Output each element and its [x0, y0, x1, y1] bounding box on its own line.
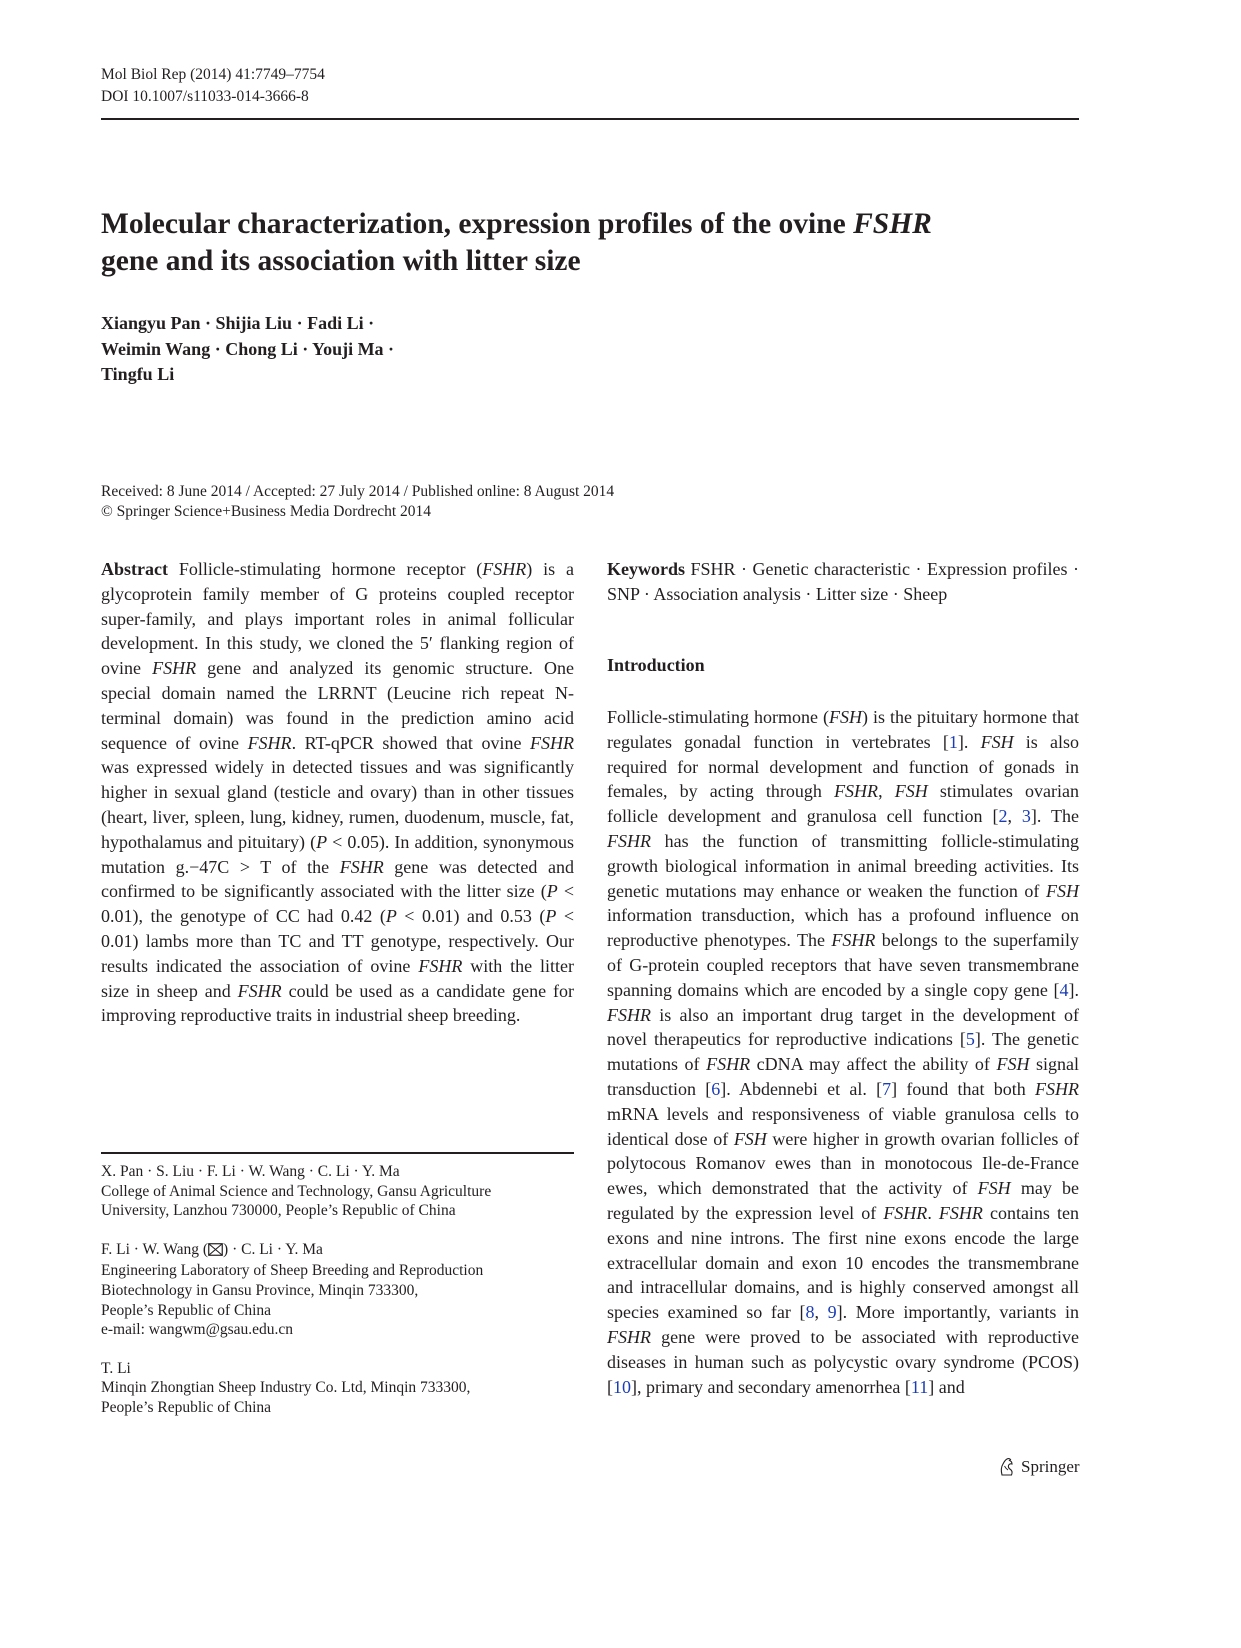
doi: DOI 10.1007/s11033-014-3666-8 — [101, 88, 309, 105]
corresponding-email[interactable]: e-mail: wangwm@gsau.edu.cn — [101, 1321, 294, 1339]
journal-citation: Mol Biol Rep (2014) 41:7749–7754 — [101, 66, 325, 83]
affiliations — [101, 1162, 574, 1437]
footnote-rule — [101, 1152, 574, 1154]
affiliation-1: X. Pan · S. Liu · F. Li · W. Wang · C. Li · Y. Ma College of Animal Science and Technology, Gansu Agriculture University, Lanzhou 730000, People’s Republic of China — [101, 1163, 492, 1220]
keywords: Keywords FSHR · Genetic characteristic · Expression profiles · SNP · Association analysis · Litter size · Sheep — [607, 559, 1079, 604]
affiliation-3: T. Li Minqin Zhongtian Sheep Industry Co. Ltd, Minqin 733300, People’s Republic of China — [101, 1359, 471, 1416]
ref-link-8[interactable]: 8 — [805, 1302, 815, 1323]
ref-link-6[interactable]: 6 — [711, 1078, 721, 1099]
ref-link-2[interactable]: 2 — [998, 806, 1008, 827]
affiliation-2: F. Li · W. Wang ( ) · C. Li · Y. Ma Engineering Laboratory of Sheep Breeding and Reproduction Biotechnology in Gansu Province, Minqin 733300, People’s Republic of China e-mail: wangwm@gsau.edu.cn — [101, 1240, 574, 1340]
ref-link-11[interactable]: 11 — [910, 1376, 929, 1397]
springer-logo — [998, 1457, 1080, 1477]
abstract-heading: Abstract — [101, 559, 168, 579]
ref-link-3[interactable]: 3 — [1021, 806, 1031, 827]
publication-dates: Received: 8 June 2014 / Accepted: 27 July 2014 / Published online: 8 August 2014 © Springer Science+Business Media Dordrecht 2014 — [101, 482, 901, 522]
copyright: © Springer Science+Business Media Dordrecht 2014 — [101, 503, 432, 520]
ref-link-10[interactable]: 10 — [613, 1376, 631, 1397]
publisher-name: Springer — [1021, 1457, 1080, 1476]
introduction-text: Follicle-stimulating hormone (FSH) is the pituitary hormone that regulates gonadal function in vertebrates [1]. FSH is also required for normal development and function of gonads in females, by acting through FSHR, FSH stimulates ovarian follicle development and granulosa cell function [2, 3]. The FSHR has the function of transmitting follicle-stimulating growth biological information in animal breeding activities. Its genetic mutations may enhance or weaken the function of FSH information transduction, which has a profound influence on reproductive phenotypes. The FSHR belongs to the superfamily of G-protein coupled receptors that have seven transmembrane spanning domains which are encoded by a single copy gene [4]. FSHR is also an important drug target in the development of novel therapeutics for reproductive indications [5]. The genetic mutations of FSHR cDNA may affect the ability of FSH signal transduction [6]. Abdennebi et al. [7] found that both FSHR mRNA levels and responsiveness of viable granulosa cells to identical dose of FSH were higher in growth ovarian follicles of polytocous Romanov ewes than in monotocous Ile-de-France ewes, which demonstrated that the activity of FSH may be regulated by the expression level of FSHR. FSHR contains ten exons and nine introns. The first nine exons encode the large extracellular domain and exon 10 encodes the transmembrane and intracellular domains, and is highly conserved amongst all species examined so far [8, 9]. More importantly, variants in FSHR gene were proved to be associated with reproductive diseases in human such as polycystic ovary syndrome (PCOS) [10], primary and secondary amenorrhea [11] and — [607, 707, 1080, 1397]
springer-horse-icon — [998, 1457, 1016, 1477]
ref-link-7[interactable]: 7 — [882, 1078, 892, 1099]
introduction-heading: Introduction — [607, 655, 705, 675]
author-list: Xiangyu Pan · Shijia Liu · Fadi Li · Weimin Wang · Chong Li · Youji Ma · Tingfu Li — [101, 313, 395, 384]
ref-link-9[interactable]: 9 — [827, 1302, 837, 1323]
envelope-icon[interactable] — [208, 1242, 223, 1262]
ref-link-1[interactable]: 1 — [948, 731, 958, 752]
ref-link-4[interactable]: 4 — [1059, 979, 1069, 1000]
header-rule — [101, 118, 1079, 120]
ref-link-5[interactable]: 5 — [965, 1029, 975, 1050]
article-title: Molecular characterization, expression profiles of the ovine FSHR gene and its association with litter size — [101, 208, 932, 277]
keywords-heading: Keywords — [607, 559, 685, 579]
abstract: Abstract Follicle-stimulating hormone receptor (FSHR) is a glycoprotein family member of G proteins coupled receptor super-family, and plays important roles in animal follicular development. In this study, we cloned the 5′ flanking region of ovine FSHR gene and analyzed its genomic structure. One special domain named the LRRNT (Leucine rich repeat N-terminal domain) was found in the prediction amino acid sequence of ovine FSHR. RT-qPCR showed that ovine FSHR was expressed widely in detected tissues and was significantly higher in sexual gland (testicle and ovary) than in other tissues (heart, liver, spleen, lung, kidney, rumen, duodenum, muscle, fat, hypothalamus and pituitary) (P < 0.05). In addition, synonymous mutation g.−47C > T of the FSHR gene was detected and confirmed to be significantly associated with the litter size (P < 0.01), the genotype of CC had 0.42 (P < 0.01) and 0.53 (P < 0.01) lambs more than TC and TT genotype, respectively. Our results indicated the association of ovine FSHR with the litter size in sheep and FSHR could be used as a candidate gene for improving reproductive traits in industrial sheep breeding. — [101, 559, 575, 1026]
